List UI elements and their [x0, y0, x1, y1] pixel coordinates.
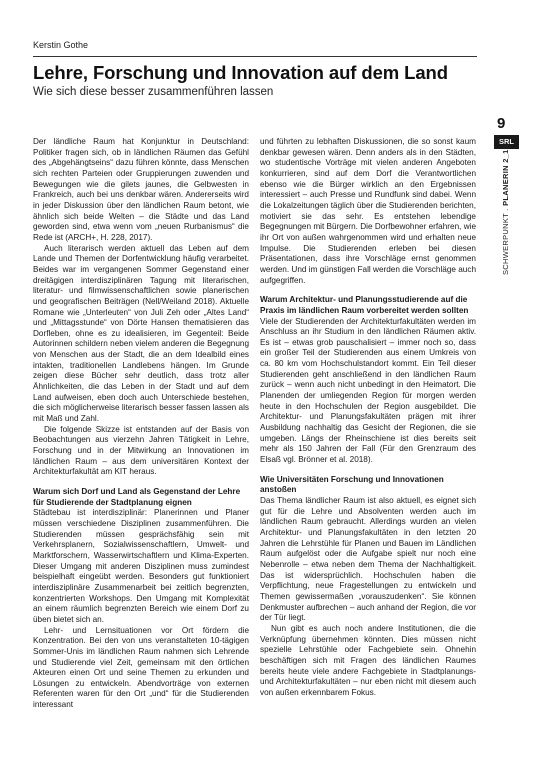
- paragraph: Auch literarisch werden aktuell das Leben auf dem Lande und Themen der Dorfentwicklung häufig verarbeitet. Beides war im vergangenen Sommer Gegenstand einer dreitägigen interdisziplinären Tagung mit literarischen, literatur- und filmwissenschaftlichen sowie planerischen und geografischen Beiträgen (Nell/Weiland 2018). Aktuelle Romane wie „Unterleuten“ von Juli Zeh oder „Altes Land“ und „Mittagsstunde“ von Dörte Hansen thematisieren das Dorfleben, ohne es zu idealisieren, im Gegenteil: Beide Autorinnen schildern neben vielem anderen die Begegnung von Menschen aus der Stadt, die an dem Idealbild eines intakten, traditionellen Landlebens hängen. Im Grunde zeigen diese Bücher sehr deutlich, dass trotz aller Ähnlichkeiten, die das Leben in der Stadt und auf dem Land aufweisen, eben doch auch Unterschiede bestehen, die sich möglicherweise literarisch besser fassen lassen als mit Maß und Zahl.: [33, 243, 249, 424]
- issue-label: PLANERIN 2_19: [501, 144, 510, 206]
- page-number: 9: [497, 115, 506, 132]
- header-divider: [33, 56, 477, 57]
- section-label: SCHWERPUNKT .: [501, 205, 510, 275]
- author-name: Kerstin Gothe: [33, 40, 89, 50]
- section-heading: Warum Architektur- und Planungsstudierende auf die Praxis im ländlichen Raum vorbereitet werden sollten: [260, 295, 469, 315]
- article-title: Lehre, Forschung und Innovation auf dem Land: [33, 62, 448, 83]
- section-heading: Wie Universitäten Forschung und Innovationen anstoßen: [260, 474, 444, 495]
- paragraph: Das Thema ländlicher Raum ist also aktuell, es eignet sich gut für die Lehre und Absolventen werden auch im ländlichen Raum gebraucht. Allerdings wurden an vielen Architektur- und Planungsfakultäten in den letzten 20 Jahren die Lehrstühle für Planen und Bauen im Ländlichen Raum aufgelöst oder die Aufgabe spielt nur noch eine Nebenrolle – etwa neben dem Thema der Nachhaltigkeit. Das ist widersprüchlich. Hochschulen haben die Verpflichtung, neue Fragestellungen zu entwickeln und Themen gewissermaßen „vorauszudenken“. Sie können Denkmuster aufbrechen – auch anhand der Region, die vor der Tür liegt.: [260, 496, 476, 623]
- vertical-running-head: [501, 144, 513, 275]
- srl-badge: SRL: [494, 135, 519, 149]
- paragraph: und führten zu lebhaften Diskussionen, die so sonst kaum denkbar gewesen wären. Denn anders als in den Städten, wo studentische Vorträge mit vielen anderen Angeboten konkurrieren, sind auf dem Dorf die Verantwortlichen ebenso wie die Bürger wirklich an den Ergebnissen interessiert – auch Presse und Rundfunk sind dabei. Wenn die Lokalzeitungen täglich über die Studierenden berichten, motiviert sie das sehr. Es entstehen lebendige Begegnungen mit Bürgern. Die Dorfbewohner erfahren, wie ihr Ort von außen wahrgenommen wird und erhalten neue Impulse. Die Studierenden erleben bei diesen Präsentationen, dass ihre Vorschläge ernst genommen werden. Und im günstigen Fall werden die Vorschläge auch aufgegriffen.: [260, 137, 476, 285]
- paragraph: Viele der Studierenden der Architekturfakultäten werden im Anschluss an ihr Studium in den ländlichen Räumen aktiv. Es ist – etwas grob pauschalisiert – immer noch so, dass ein großer Teil der Studierenden aus einem Umkreis von ca. 80 km vom Hochschulstandort kommt. Ein Teil dieser Studierenden geht anschließend in den ländlichen Raum zurück – wenn auch nicht unbedingt in den Heimatort. Die Planenden der umliegenden Region für morgen werden heute in den Hochschulen der Region ausgebildet. Die Architektur- und Planungsfakultäten prägen mit ihrer Ausbildung nachhaltig das Gesicht der Regionen, die sie umgeben. Längs der Rheinschiene ist dies bereits seit mehr als 150 Jahren der Fall (Für den Grenzraum des Elsaß vgl. Brönner et al. 2018).: [260, 316, 476, 465]
- paragraph: Lehr- und Lernsituationen vor Ort fördern die Konzentration. Bei den von uns veranstalteten 10-tägigen Sommer-Unis im ländlichen Raum nahmen sich Lehrende und Studierende viel Zeit, gemeinsam mit den örtlichen Akteuren einen Ort und seine Themen zu erkunden und Lösungen zu entwickeln. Abendvorträge von externen Referenten waren für den Ort „und“ für die Studierenden interessant: [33, 625, 249, 710]
- left-column: [33, 137, 249, 711]
- paragraph: Der ländliche Raum hat Konjunktur in Deutschland: Politiker fragen sich, ob in ländlichen Räumen das Gefühl des „Abgehängtseins“ dazu führen könnte, dass Menschen sich rechten Parteien oder Gruppierungen zuwenden und Bewegungen wie die gilets jaunes, die Gelbwesten in Frankreich, auch bei uns denkbar wären. Andererseits wird in jeder Diskussion über den ländlichen Raum betont, wie ähnlich sich beide Welten – die Städte und das Land geworden sind, etwa wenn vom „neuen Rurbanismus“ die Rede ist (ARCH+, H. 228, 2017).: [33, 137, 249, 242]
- article-subtitle: Wie sich diese besser zusammenführen lassen: [33, 86, 274, 98]
- paragraph: Städtebau ist interdisziplinär: Planerinnen und Planer müssen verschiedene Disziplinen zusammenführen. Die Studierenden müssen gesprächsfähig sein mit Verkehrsplanern, Sozialwissenschaftlern, Umwelt- und Marktforschern, Wasserwirtschaftlern und Klima-Experten. Dieser Umgang mit anderen Disziplinen muss zumindest beispielhaft eingeübt werden. Besonders gut funktioniert interdisziplinäre Zusammenarbeit bei zeitlich begrenzten, konzentrierten Workshops. Den Umgang mit Komplexität an einem räumlich begrenzten Bereich wie einem Dorf zu üben bietet sich an.: [33, 508, 249, 624]
- right-column: [260, 137, 476, 698]
- paragraph: Nun gibt es auch noch andere Institutionen, die die Verknüpfung übernehmen könnten. Dies müssen nicht spezielle Lehrstühle oder Fachgebiete sein. Ohnehin beschäftigen sich mit Fragen des ländlichen Raumes bereits heute viele andere Fachgebiete in Stadtplanungs- und Architekturfakultäten – nur eben nicht mit diesem auch von außen erkennbarem Fokus.: [260, 623, 476, 697]
- paragraph: Die folgende Skizze ist entstanden auf der Basis von Beobachtungen aus vierzehn Jahren Tätigkeit in Lehre, Forschung und in der Mitwirkung an Innovationen im ländlichen Raum – aus dem universitären Kontext der Architekturfakultät am KIT heraus.: [33, 424, 249, 477]
- section-heading: Warum sich Dorf und Land als Gegenstand der Lehre für Studierende der Stadtplanung eignen: [33, 487, 241, 507]
